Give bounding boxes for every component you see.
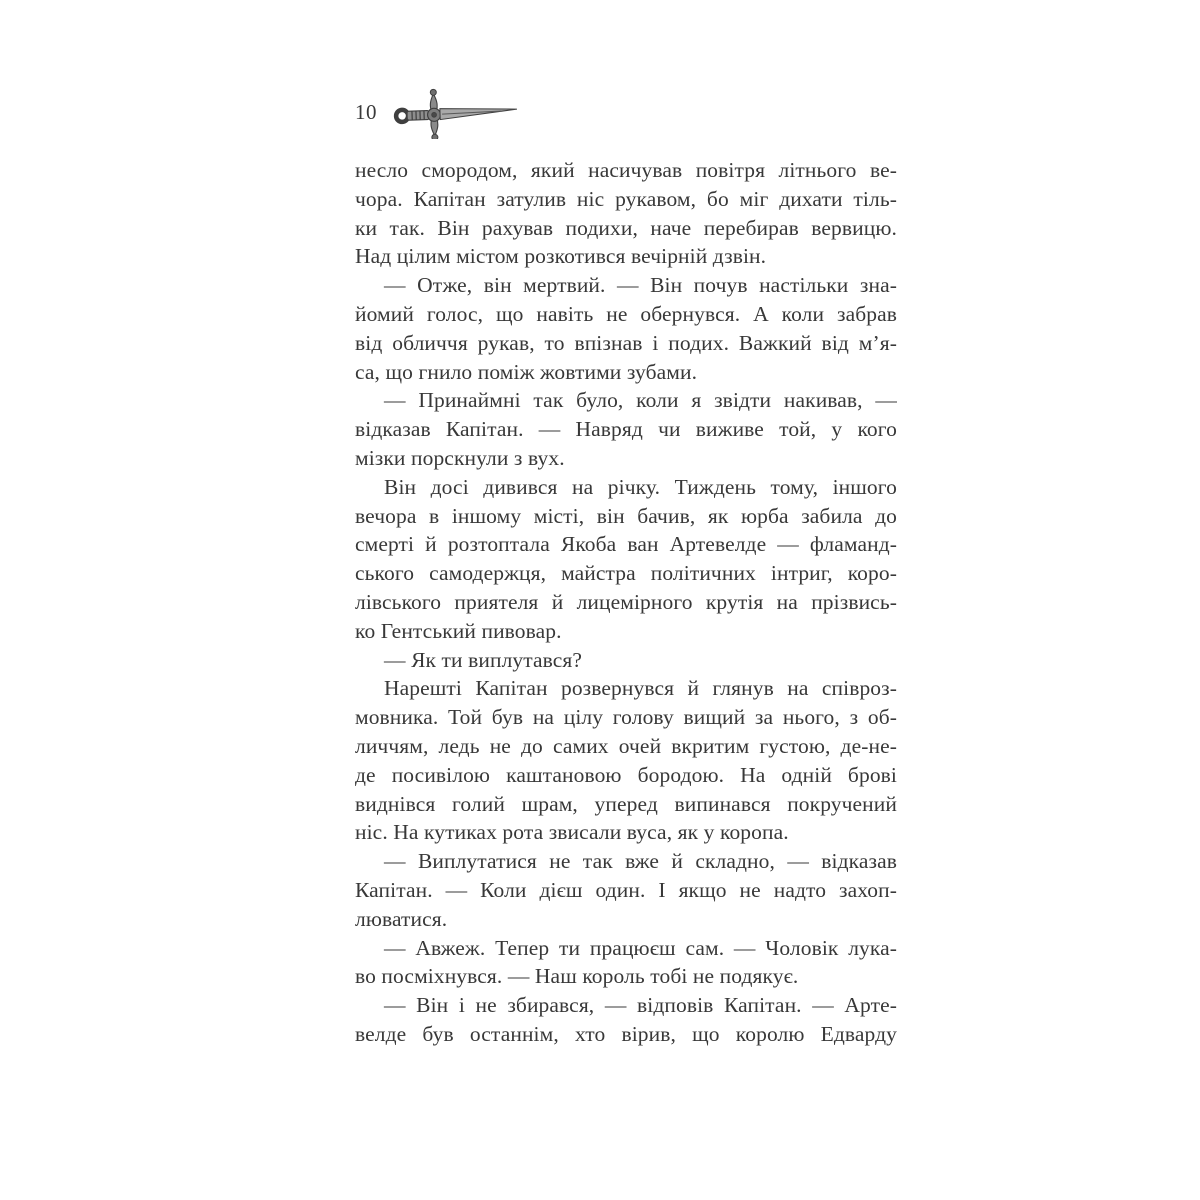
text-line: ко Гентський пивовар. — [355, 618, 562, 643]
text-line: Він досі дивився на річку. Тиждень тому, іншого — [384, 474, 897, 499]
text-line: — Отже, він мертвий. — Він почув настільки зна- — [384, 273, 897, 298]
text-line: вечора в іншому місті, він бачив, як юрба забила до — [355, 503, 897, 528]
dagger-ornament-icon — [393, 85, 521, 139]
text-line: ського самодержця, майстра політичних інтриг, коро- — [355, 561, 897, 586]
paragraph — [355, 674, 897, 847]
folio-number: 10 — [355, 99, 377, 124]
text-line: — Як ти виплутався? — [384, 647, 583, 672]
text-line: чора. Капітан затулив ніс рукавом, бо міг дихати тіль- — [355, 186, 897, 211]
text-line: де посивілою каштановою бородою. На одній брові — [355, 762, 897, 787]
text-line: люватися. — [355, 906, 448, 931]
paragraph — [355, 646, 897, 675]
text-line: лівського приятеля й лицемірного крутія на прізвись- — [355, 589, 897, 614]
text-line: — Принаймні так було, коли я звідти накивав, — — [384, 388, 897, 413]
text-line: Нарешті Капітан розвернувся й глянув на співроз- — [384, 676, 897, 701]
text-line: йомий голос, що навіть не обернувся. А коли забрав — [355, 301, 897, 326]
paragraph — [355, 156, 897, 271]
text-line: несло смородом, який насичував повітря літнього ве- — [355, 158, 897, 182]
text-line: — Він і не збирався, — відповів Капітан. — Арте- — [384, 993, 897, 1018]
paragraph — [355, 386, 897, 472]
page-header — [355, 86, 900, 138]
text-line: від обличчя рукав, то впізнав і подих. Важкий від м’я- — [355, 330, 897, 355]
paragraph — [355, 847, 897, 933]
text-line: личчям, ледь не до самих очей вкритим густою, де-не- — [355, 733, 897, 758]
paragraph — [355, 934, 897, 992]
text-line: Капітан. — Коли дієш один. І якщо не надто захоп- — [355, 877, 897, 902]
text-line: — Авжеж. Тепер ти працюєш сам. — Чоловік лука- — [384, 935, 897, 960]
paragraph — [355, 991, 897, 1049]
text-line: мізки порскнули з вух. — [355, 445, 565, 470]
text-column — [355, 156, 897, 1049]
text-line: ки так. Він рахував подихи, наче перебирав вервицю. — [355, 215, 897, 240]
text-line: са, що гнило поміж жовтими зубами. — [355, 359, 698, 384]
text-line: смерті й розтоптала Якоба ван Артевелде — фламанд- — [355, 532, 897, 557]
paragraph — [355, 473, 897, 646]
text-line: ніс. На кутиках рота звисали вуса, як у коропа. — [355, 820, 789, 845]
text-line: во посміхнувся. — Наш король тобі не подякує. — [355, 964, 799, 989]
text-line: Над цілим містом розкотився вечірній дзвін. — [355, 244, 767, 269]
text-line: велде був останнім, хто вірив, що королю Едварду — [355, 1021, 897, 1046]
text-line: — Виплутатися не так вже й складно, — відказав — [384, 849, 897, 874]
text-line: відказав Капітан. — Навряд чи виживе той, у кого — [355, 417, 897, 442]
paragraph — [355, 271, 897, 386]
text-line: мовника. Той був на цілу голову вищий за нього, з об- — [355, 705, 897, 730]
text-line: виднівся голий шрам, уперед випинався покручений — [355, 791, 897, 816]
